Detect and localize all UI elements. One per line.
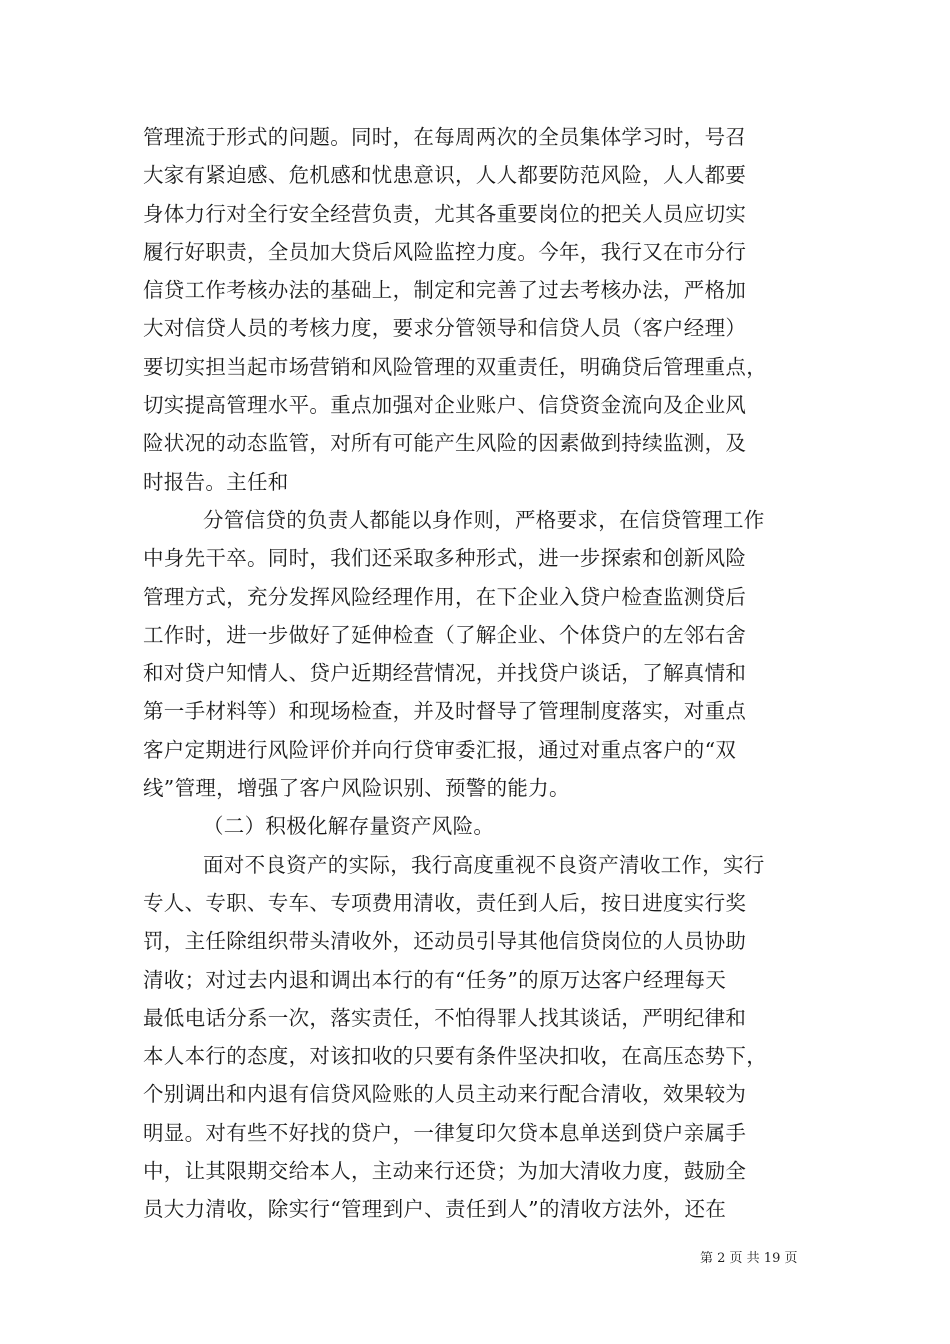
text-line: 线”管理，增强了客户风险识别、预警的能力。 — [143, 776, 570, 801]
text-line: 个别调出和内退有信贷风险账的人员主动来行配合清收，效果较为 — [143, 1082, 747, 1107]
text-line: 中，让其限期交给本人，主动来行还贷；为加大清收力度，鼓励全 — [143, 1159, 747, 1184]
text-line: 大家有紧迫感、危机感和忧患意识，人人都要防范风险，人人都要 — [143, 163, 747, 188]
text-line: 时报告。主任和 — [143, 469, 289, 494]
text-line: 身体力行对全行安全经营负责，尤其各重要岗位的把关人员应切实 — [143, 201, 747, 226]
text-line: 和对贷户知情人、贷户近期经营情况，并找贷户谈话，了解真情和 — [143, 661, 747, 686]
text-line: 工作时，进一步做好了延伸检查（了解企业、个体贷户的左邻右舍 — [143, 622, 747, 647]
paragraph-start-line: 分管信贷的负责人都能以身作则，严格要求，在信贷管理工作 — [203, 507, 765, 532]
text-line: 第一手材料等）和现场检查，并及时督导了管理制度落实，对重点 — [143, 699, 747, 724]
text-line: 最低电话分系一次，落实责任，不怕得罪人找其谈话，严明纪律和 — [143, 1005, 747, 1030]
text-line: 本人本行的态度，对该扣收的只要有条件坚决扣收，在高压态势下， — [143, 1044, 767, 1069]
body-text — [143, 118, 813, 1229]
text-line: 管理流于形式的问题。同时，在每周两次的全员集体学习时，号召 — [143, 125, 747, 149]
text-line: 客户定期进行风险评价并向行贷审委汇报，通过对重点客户的“双 — [143, 737, 737, 762]
text-line: 大对信贷人员的考核力度，要求分管领导和信贷人员（客户经理） — [143, 316, 747, 341]
text-line: 履行好职责，全员加大贷后风险监控力度。今年，我行又在市分行 — [143, 239, 747, 264]
text-line: 要切实担当起市场营销和风险管理的双重责任，明确贷后管理重点， — [143, 354, 767, 379]
text-line: 切实提高管理水平。重点加强对企业账户、信贷资金流向及企业风 — [143, 393, 747, 418]
text-line: 险状况的动态监管，对所有可能产生风险的因素做到持续监测，及 — [143, 431, 747, 456]
text-line: 罚，主任除组织带头清收外，还动员引导其他信贷岗位的人员协助 — [143, 929, 747, 954]
page-number: 第 2 页 共 19 页 — [700, 1251, 798, 1266]
text-line: 中身先干卒。同时，我们还采取多种形式，进一步探索和创新风险 — [143, 546, 747, 571]
text-line: 员大力清收，除实行“管理到户、责任到人”的清收方法外，还在 — [143, 1197, 727, 1222]
text-line: 专人、专职、专车、专项费用清收，责任到人后，按日进度实行奖 — [143, 890, 747, 915]
paragraph-start-line: 面对不良资产的实际，我行高度重视不良资产清收工作，实行 — [203, 852, 765, 877]
section-heading: （二）积极化解存量资产风险。 — [203, 814, 495, 839]
text-line: 信贷工作考核办法的基础上，制定和完善了过去考核办法，严格加 — [143, 278, 747, 303]
text-line: 清收；对过去内退和调出本行的有“任务”的原万达客户经理每天 — [143, 967, 727, 992]
text-line: 明显。对有些不好找的贷户，一律复印欠贷本息单送到贷户亲属手 — [143, 1120, 747, 1145]
text-line: 管理方式，充分发挥风险经理作用，在下企业入贷户检查监测贷后 — [143, 584, 747, 609]
